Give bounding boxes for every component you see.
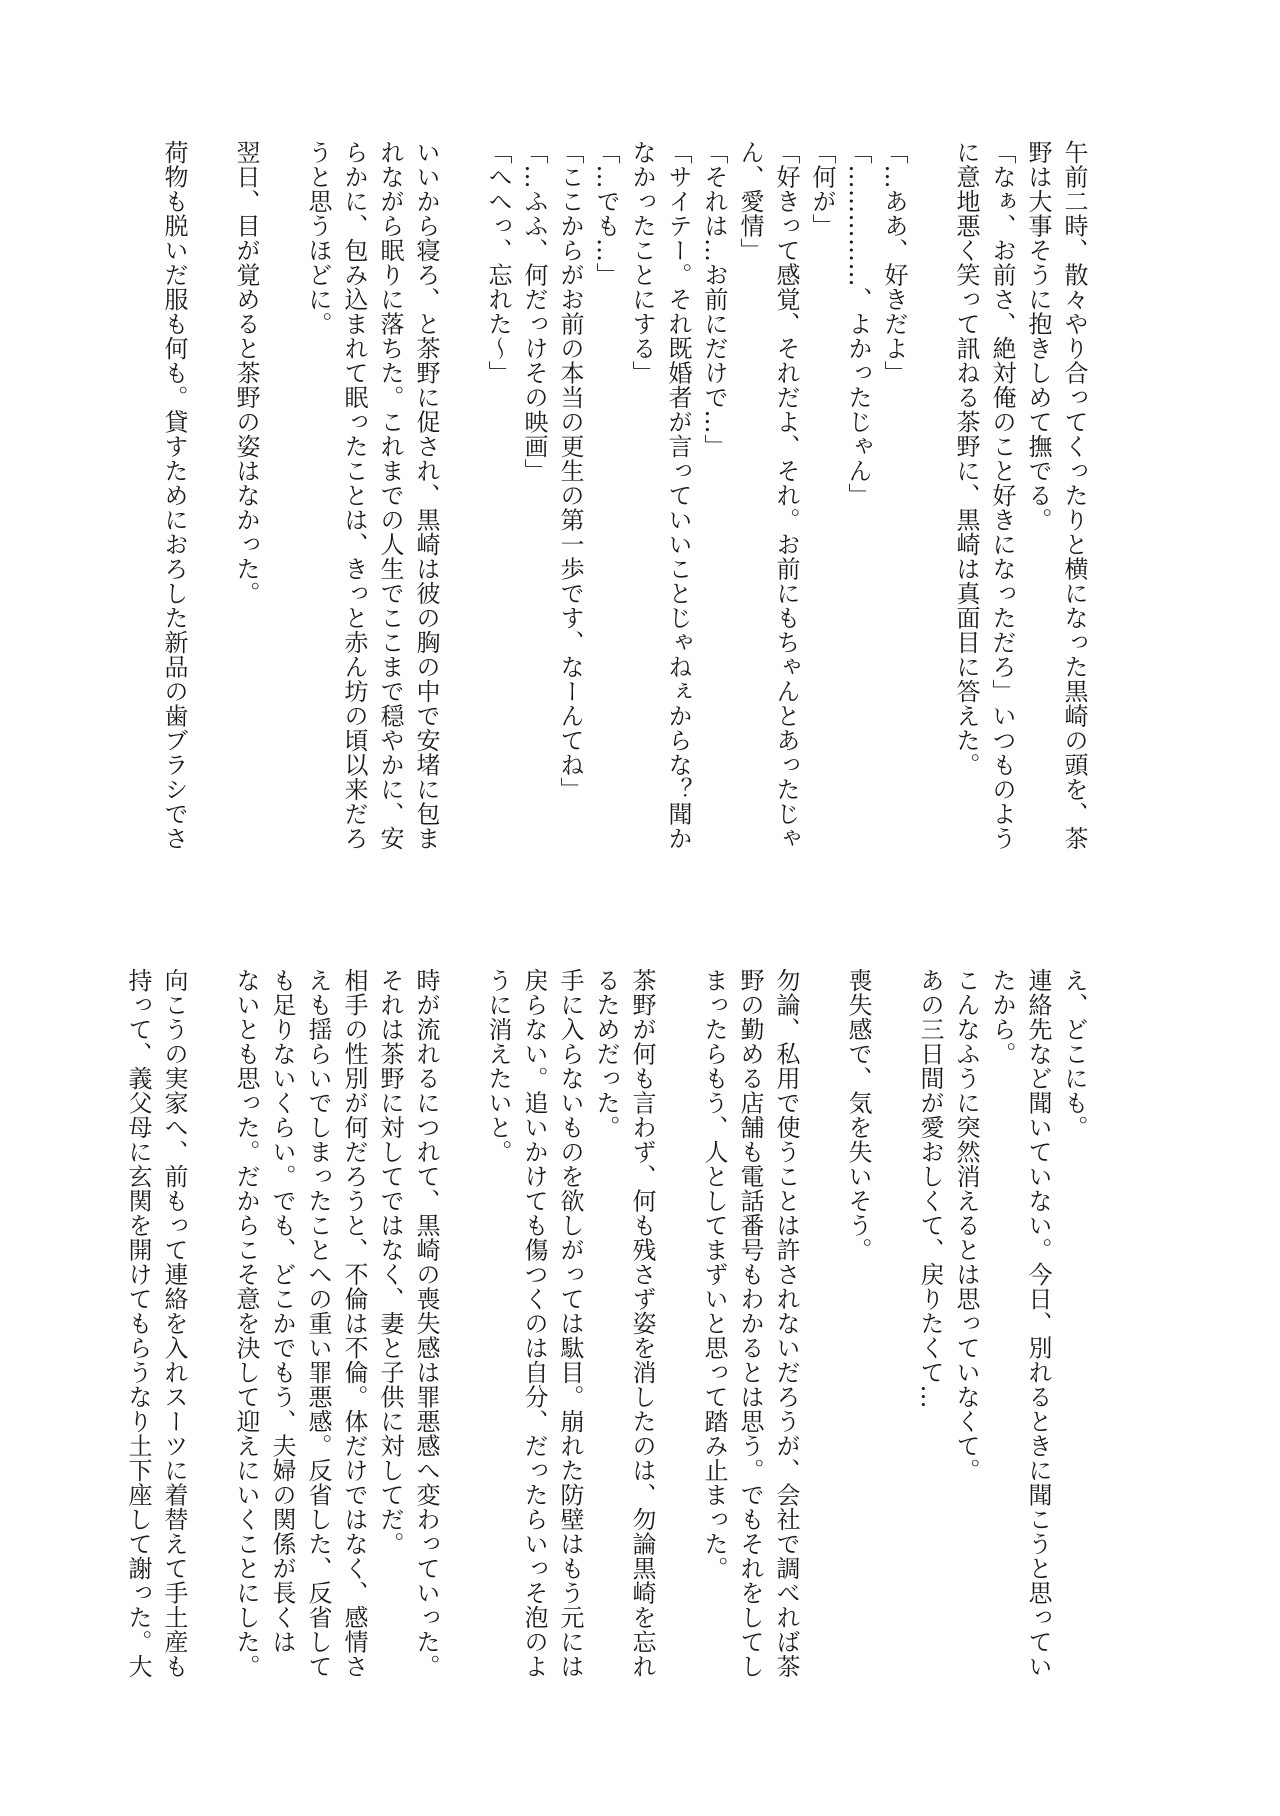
text-line: 「…ふふ、何だっけその映画」 [520,140,548,483]
text-line: 「なぁ、お前さ、絶対俺のこと好きになっただろ」いつものよう [988,140,1016,851]
text-line: 野の勤める店舗も電話番号もわかるとは思う。でもそれをしてし [736,968,764,1679]
text-line: 「何が」 [808,140,836,238]
text-line: たから。 [988,968,1016,1066]
text-line: まったらもう、人としてまずいと思って踏み止まった。 [700,968,728,1581]
text-line: 戻らない。追いかけても傷つくのは自分、だったらいっそ泡のよ [520,968,548,1679]
text-line: いいから寝ろ、と茶野に促され、黒崎は彼の胸の中で安堵に包ま [412,140,440,851]
lower-text-block [120,968,1092,1688]
text-line: 荷物も脱いだ服も何も。貸すためにおろした新品の歯ブラシでさ [160,140,188,851]
text-line: こんなふうに突然消えるとは思っていなくて。 [952,968,980,1483]
text-line: 「好きって感覚、それだよ、それ。お前にもちゃんとあったじゃ [772,140,800,851]
text-line: に意地悪く笑って訊ねる茶野に、黒崎は真面目に答えた。 [952,140,980,777]
text-line [264,140,300,860]
text-line: 「へへっ、忘れた〜」 [484,140,512,385]
text-line: えも揺らいでしまったことへの重い罪悪感。反省した、反省して [304,968,332,1679]
text-line: ないとも思った。だからこそ意を決して迎えにいくことにした。 [232,968,260,1679]
text-line [192,968,228,1688]
text-line [804,968,840,1688]
text-line [444,140,480,860]
text-line: 翌日、目が覚めると茶野の姿はなかった。 [232,140,260,606]
text-line [444,968,480,1688]
text-line: 時が流れるにつれて、黒崎の喪失感は罪悪感へ変わっていった。 [412,968,440,1679]
text-line: 勿論、私用で使うことは許されないだろうが、会社で調べれば茶 [772,968,800,1679]
text-line: 「…でも…」 [592,140,620,287]
text-line [660,968,696,1688]
text-line: 「…ああ、好きだよ」 [880,140,908,385]
text-line: らかに、包み込まれて眠ったことは、きっと赤ん坊の頃以来だろ [340,140,368,851]
text-line: 向こうの実家へ、前もって連絡を入れスーツに着替えて手土産も [160,968,188,1679]
text-line: それは茶野に対してではなく、妻と子供に対してだ。 [376,968,404,1556]
text-line: え、どこにも。 [1060,968,1088,1140]
text-line: も足りないくらい。でも、どこかでもう、夫婦の関係が長くは [268,968,296,1654]
text-line: るためだった。 [592,968,620,1140]
text-line: 連絡先など聞いていない。今日、別れるときに聞こうと思ってい [1024,968,1052,1679]
text-line: 野は大事そうに抱きしめて撫でる。 [1024,140,1052,532]
text-line: なかったことにする」 [628,140,656,385]
upper-text-block [156,140,1092,860]
text-line: 相手の性別が何だろうと、不倫は不倫。体だけではなく、感情さ [340,968,368,1679]
text-line: 「……………、よかったじゃん」 [844,140,872,508]
text-line: 「サイテー。それ既婚者が言っていいことじゃねぇからな？聞か [664,140,692,851]
text-line: 茶野が何も言わず、何も残さず姿を消したのは、勿論黒崎を忘れ [628,968,656,1679]
text-line: ん、愛情」 [736,140,764,263]
text-line: 持って、義父母に玄関を開けてもらうなり土下座して謝った。大 [124,968,152,1679]
text-line: 「ここからがお前の本当の更生の第一歩です、なーんてね」 [556,140,584,802]
text-line [876,968,912,1688]
text-line: 「それは…お前にだけで…」 [700,140,728,459]
text-line: れながら眠りに落ちた。これまでの人生でここまで穏やかに、安 [376,140,404,851]
text-line: うと思うほどに。 [304,140,332,336]
text-line [192,140,228,860]
text-line: 手に入らないものを欲しがっては駄目。崩れた防壁はもう元には [556,968,584,1679]
text-line: 喪失感で、気を失いそう。 [844,968,872,1262]
text-line [912,140,948,860]
text-line: あの三日間が愛おしくて、戻りたくて… [916,968,944,1409]
text-line: 午前二時、散々やり合ってくったりと横になった黒崎の頭を、茶 [1060,140,1088,851]
text-line: うに消えたいと。 [484,968,512,1164]
